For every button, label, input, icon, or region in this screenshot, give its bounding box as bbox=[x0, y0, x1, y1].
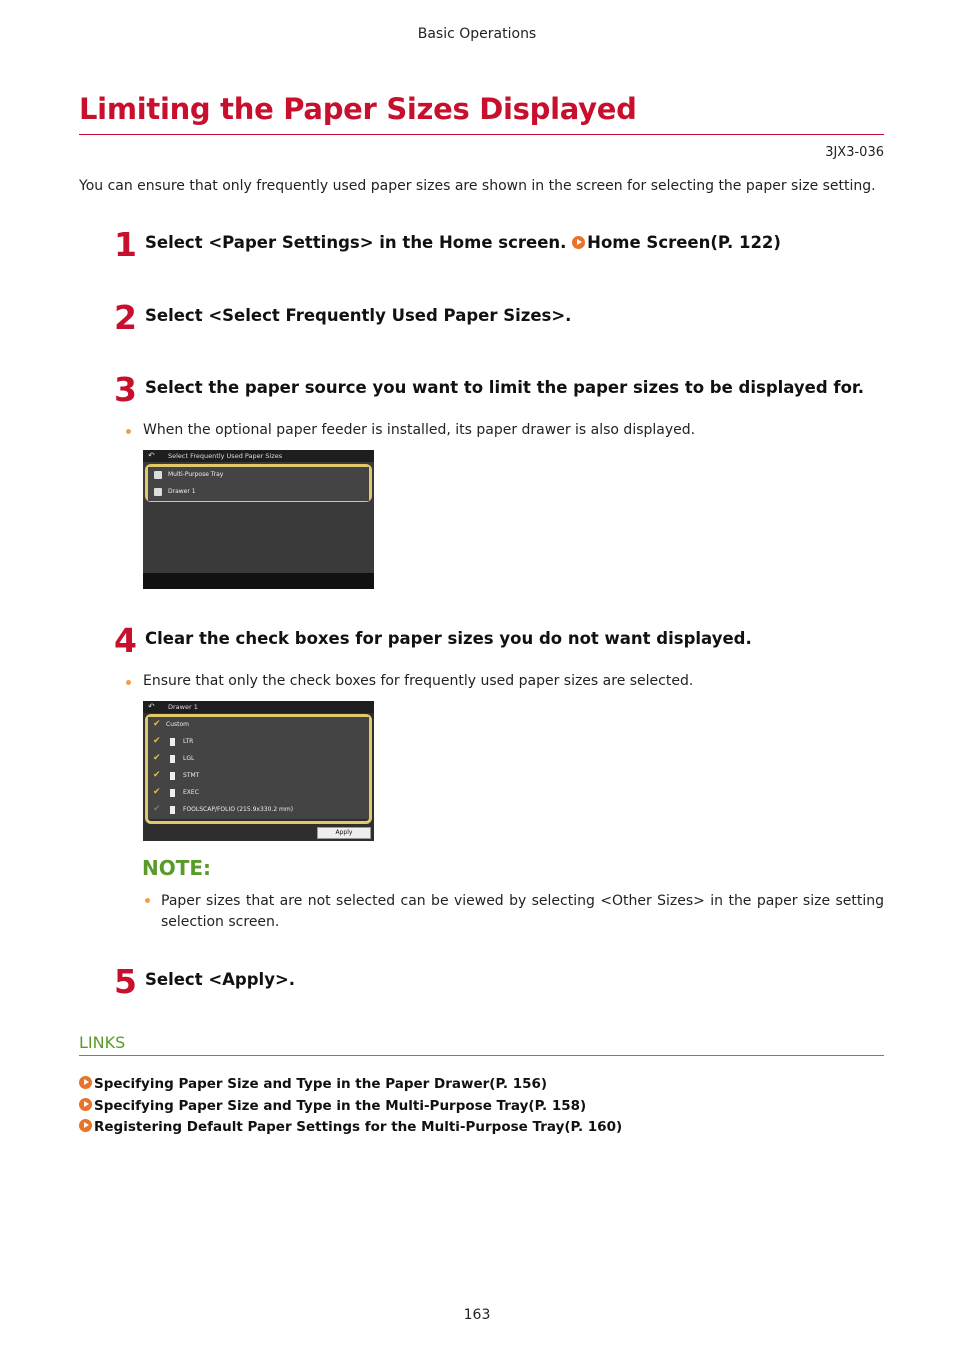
home-screen-link[interactable] bbox=[572, 233, 781, 252]
intro-paragraph: You can ensure that only frequently used paper sizes are shown in the screen for selecting the paper size setting. bbox=[79, 178, 876, 194]
screen-bottom-bar bbox=[143, 573, 374, 589]
step-number-4: 4 bbox=[114, 621, 137, 660]
step-3-bullet: When the optional paper feeder is installed, its paper drawer is also displayed. bbox=[143, 422, 696, 438]
title-divider bbox=[79, 134, 884, 135]
screen-title-bar bbox=[143, 450, 374, 462]
screen-select-paper-source bbox=[143, 450, 374, 589]
document-id: 3JX3-036 bbox=[825, 145, 884, 160]
back-icon[interactable]: ↶ bbox=[148, 702, 155, 711]
paper-icon bbox=[170, 755, 175, 763]
checkmark-icon: ✔ bbox=[153, 753, 161, 763]
step-text-5: Select <Apply>. bbox=[145, 970, 296, 989]
selection-frame bbox=[145, 464, 372, 502]
tray-icon bbox=[154, 471, 162, 479]
screen-drawer-sizes bbox=[143, 701, 374, 841]
back-icon[interactable]: ↶ bbox=[148, 451, 155, 460]
step-number-3: 3 bbox=[114, 370, 137, 409]
step-number-2: 2 bbox=[114, 298, 137, 337]
bullet-marker bbox=[145, 898, 150, 903]
list-item-label: Drawer 1 bbox=[168, 488, 196, 495]
step-4-bullet: Ensure that only the check boxes for frequently used paper sizes are selected. bbox=[143, 673, 694, 689]
page-number: 163 bbox=[463, 1307, 491, 1323]
checkbox-row-ltr[interactable] bbox=[148, 734, 369, 752]
note-text: Paper sizes that are not selected can be viewed by selecting <Other Sizes> in the paper size setting selection screen. bbox=[161, 893, 884, 930]
bullet-marker bbox=[126, 429, 131, 434]
row-label: Custom bbox=[166, 721, 189, 728]
step-text-3: Select the paper source you want to limit the paper sizes to be displayed for. bbox=[145, 378, 864, 397]
step-number-1: 1 bbox=[114, 225, 137, 264]
page-title: Limiting the Paper Sizes Displayed bbox=[79, 92, 637, 126]
checkbox-row-foolscap[interactable] bbox=[148, 802, 369, 819]
paper-icon bbox=[170, 789, 175, 797]
link-label: Registering Default Paper Settings for the Multi-Purpose Tray(P. 160) bbox=[94, 1119, 623, 1135]
drawer-icon bbox=[154, 488, 162, 496]
selection-frame bbox=[145, 714, 372, 824]
arrow-right-icon bbox=[572, 236, 585, 249]
screen-title-bar bbox=[143, 701, 374, 713]
screen-title: Drawer 1 bbox=[168, 703, 198, 711]
list-item-drawer-1[interactable] bbox=[148, 484, 369, 501]
paper-icon bbox=[170, 806, 175, 814]
apply-button[interactable]: Apply bbox=[317, 827, 371, 839]
checkmark-icon: ✔ bbox=[153, 787, 161, 797]
checkmark-icon: ✔ bbox=[153, 719, 161, 729]
bullet-marker bbox=[126, 680, 131, 685]
row-label: LTR bbox=[183, 738, 194, 745]
paper-icon bbox=[170, 738, 175, 746]
link-default-paper-settings[interactable] bbox=[79, 1119, 622, 1135]
paper-icon bbox=[170, 772, 175, 780]
checkbox-row-custom[interactable] bbox=[148, 717, 369, 735]
checkmark-icon: ✔ bbox=[153, 804, 161, 814]
row-label: EXEC bbox=[183, 789, 199, 796]
arrow-right-icon bbox=[79, 1098, 92, 1111]
checkmark-icon: ✔ bbox=[153, 736, 161, 746]
checkbox-row-lgl[interactable] bbox=[148, 751, 369, 769]
step-text-4: Clear the check boxes for paper sizes you do not want displayed. bbox=[145, 629, 752, 648]
arrow-right-icon bbox=[79, 1119, 92, 1132]
links-divider bbox=[79, 1055, 884, 1056]
running-header: Basic Operations bbox=[417, 26, 537, 42]
step-text-2: Select <Select Frequently Used Paper Sizes>. bbox=[145, 306, 572, 325]
link-paper-drawer[interactable] bbox=[79, 1076, 547, 1092]
link-label: Specifying Paper Size and Type in the Paper Drawer(P. 156) bbox=[94, 1076, 548, 1092]
checkmark-icon: ✔ bbox=[153, 770, 161, 780]
checkbox-row-exec[interactable] bbox=[148, 785, 369, 803]
links-heading: LINKS bbox=[79, 1033, 126, 1052]
note-heading: NOTE: bbox=[142, 856, 212, 880]
step-text-1 bbox=[145, 233, 781, 252]
row-label: FOOLSCAP/FOLIO (215.9x330.2 mm) bbox=[183, 806, 294, 813]
row-label: LGL bbox=[183, 755, 195, 762]
home-screen-link-label: Home Screen(P. 122) bbox=[587, 233, 781, 252]
arrow-right-icon bbox=[79, 1076, 92, 1089]
link-label: Specifying Paper Size and Type in the Multi-Purpose Tray(P. 158) bbox=[94, 1098, 587, 1114]
step-number-5: 5 bbox=[114, 962, 137, 1001]
list-item-label: Multi-Purpose Tray bbox=[168, 471, 224, 478]
checkbox-row-stmt[interactable] bbox=[148, 768, 369, 786]
link-multi-purpose-tray[interactable] bbox=[79, 1098, 586, 1114]
row-label: STMT bbox=[183, 772, 200, 779]
screen-title: Select Frequently Used Paper Sizes bbox=[168, 452, 283, 460]
list-item-multi-purpose-tray[interactable] bbox=[148, 467, 369, 485]
step-1-instruction: Select <Paper Settings> in the Home screen. bbox=[145, 233, 573, 252]
